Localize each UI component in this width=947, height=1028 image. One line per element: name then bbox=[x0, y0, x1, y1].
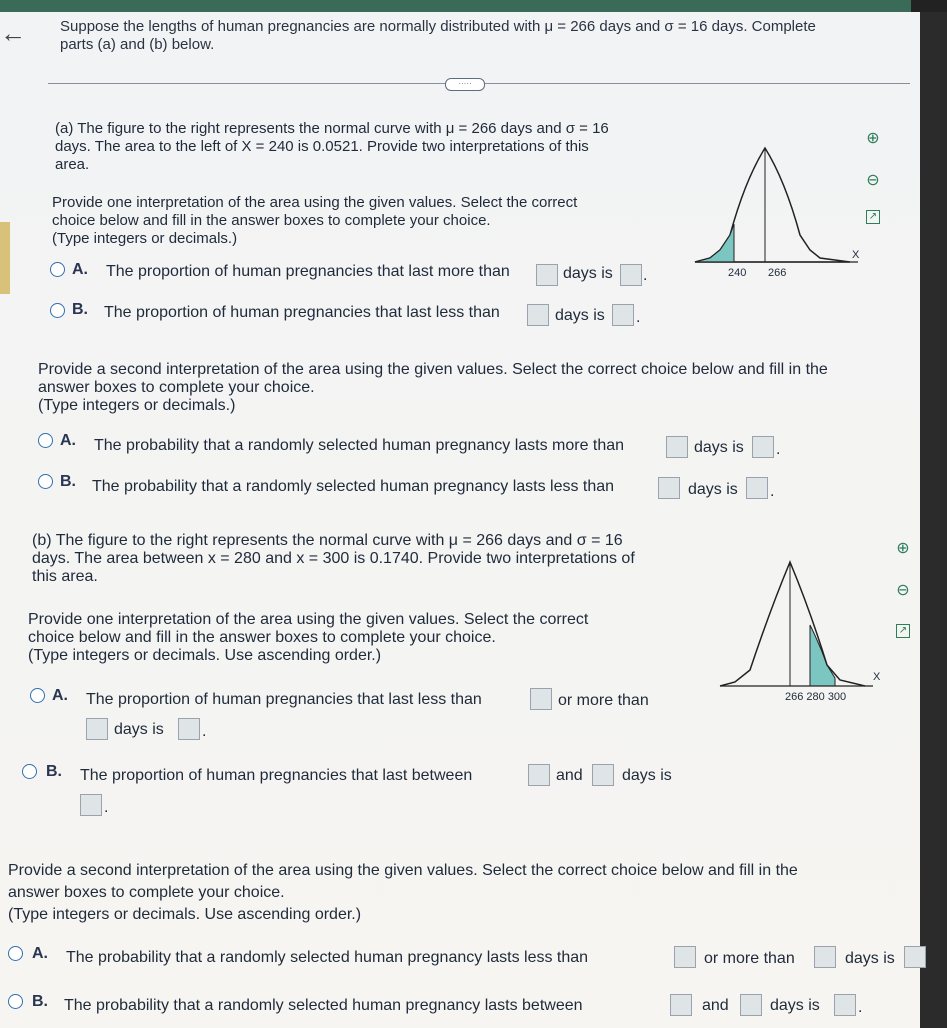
shaded-area bbox=[810, 625, 835, 686]
answer-box[interactable] bbox=[86, 718, 108, 740]
part-a-q2-option-a-text: The probability that a randomly selected human pregnancy lasts more than bbox=[94, 437, 625, 454]
part-b-q2-radio-a[interactable] bbox=[8, 946, 23, 961]
option-letter: B. bbox=[60, 473, 76, 490]
and-label: and bbox=[556, 767, 583, 784]
period: . bbox=[202, 723, 207, 740]
problem-statement: Suppose the lengths of human pregnancies are normally distributed with μ = 266 days and σ = 16 days. Complete parts (a) and (b) below. bbox=[60, 18, 816, 53]
answer-box[interactable] bbox=[670, 994, 692, 1016]
zoom-in-icon[interactable]: ⊕ bbox=[896, 540, 910, 557]
answer-box[interactable] bbox=[740, 994, 762, 1016]
days-is-label: days is bbox=[770, 997, 820, 1014]
answer-box[interactable] bbox=[536, 264, 558, 286]
answer-box[interactable] bbox=[746, 477, 768, 499]
answer-box[interactable] bbox=[752, 436, 774, 458]
more-button[interactable]: ····· bbox=[445, 78, 485, 91]
part-a-q1-option-a-text: The proportion of human pregnancies that last more than bbox=[106, 263, 510, 280]
option-letter: A. bbox=[72, 261, 88, 278]
period: . bbox=[770, 483, 775, 500]
zoom-out-icon[interactable]: ⊖ bbox=[866, 172, 880, 189]
option-letter: B. bbox=[32, 993, 48, 1010]
answer-box[interactable] bbox=[178, 718, 200, 740]
tick-240: 240 bbox=[728, 267, 747, 279]
part-b-q2-instructions: Provide a second interpretation of the area using the given values. Select the correct choice below and fill in the answer boxes to complete your choice. (Type integers or decimals. Use ascending order.) bbox=[8, 862, 798, 923]
back-arrow-icon[interactable]: ← bbox=[0, 18, 26, 48]
axis-x-label: X bbox=[852, 249, 860, 261]
answer-box[interactable] bbox=[620, 264, 642, 286]
part-a-intro: (a) The figure to the right represents the normal curve with μ = 266 days and σ = 16 days. The area to the left of X = 240 is 0.0521. Provide two interpretations of this area. bbox=[55, 120, 609, 173]
top-strip bbox=[0, 0, 947, 12]
answer-box[interactable] bbox=[814, 946, 836, 968]
answer-box[interactable] bbox=[528, 764, 550, 786]
part-b-normal-curve bbox=[715, 550, 885, 710]
part-a-q2-radio-a[interactable] bbox=[38, 433, 53, 448]
option-letter: A. bbox=[52, 687, 68, 704]
side-shadow bbox=[920, 12, 947, 1028]
tick-labels: 266 280 300 bbox=[785, 691, 847, 703]
part-a-q2-instructions: Provide a second interpretation of the area using the given values. Select the correct choice below and fill in the answer boxes to complete your choice. (Type integers or decimals.) bbox=[38, 361, 828, 414]
answer-box[interactable] bbox=[527, 304, 549, 326]
answer-box[interactable] bbox=[658, 477, 680, 499]
period: . bbox=[858, 999, 863, 1016]
part-b-q1-instructions: Provide one interpretation of the area using the given values. Select the correct choice below and fill in the answer boxes to complete your choice. (Type integers or decimals. Use ascending order.) bbox=[28, 611, 589, 664]
answer-box[interactable] bbox=[530, 688, 552, 710]
answer-box[interactable] bbox=[592, 764, 614, 786]
tick-266: 266 bbox=[768, 267, 787, 279]
days-is-label: days is bbox=[845, 950, 895, 967]
open-external-icon[interactable]: ↗ bbox=[896, 624, 910, 638]
option-letter: B. bbox=[72, 301, 88, 318]
zoom-in-icon[interactable]: ⊕ bbox=[866, 130, 880, 147]
days-is-label: days is bbox=[555, 307, 605, 324]
part-a-normal-curve bbox=[690, 140, 870, 280]
period: . bbox=[104, 799, 109, 816]
or-more-than-label: or more than bbox=[704, 950, 795, 967]
option-letter: A. bbox=[32, 945, 48, 962]
part-b-q2-option-a-text: The probability that a randomly selected human pregnancy lasts less than bbox=[66, 949, 589, 966]
part-b-q1-radio-b[interactable] bbox=[22, 764, 37, 779]
answer-box[interactable] bbox=[834, 994, 856, 1016]
part-a-q1-option-b-text: The proportion of human pregnancies that last less than bbox=[104, 304, 500, 321]
part-a-q1-radio-a[interactable] bbox=[50, 262, 65, 277]
part-b-intro: (b) The figure to the right represents the normal curve with μ = 266 days and σ = 16 days. The area between x = 280 and x = 300 is 0.1740. Provide two interpretations of this area. bbox=[32, 532, 635, 585]
part-b-q1-option-b-text: The proportion of human pregnancies that last between bbox=[80, 767, 473, 784]
days-is-label: days is bbox=[688, 481, 738, 498]
part-b-q2-radio-b[interactable] bbox=[8, 994, 23, 1009]
answer-box[interactable] bbox=[666, 436, 688, 458]
and-label: and bbox=[702, 997, 729, 1014]
option-letter: A. bbox=[60, 432, 76, 449]
answer-box[interactable] bbox=[674, 946, 696, 968]
days-is-label: days is bbox=[622, 767, 672, 784]
or-more-than-label: or more than bbox=[558, 692, 649, 709]
part-a-q1-radio-b[interactable] bbox=[50, 303, 65, 318]
period: . bbox=[776, 441, 781, 458]
part-a-q1-instructions: Provide one interpretation of the area using the given values. Select the correct choice below and fill in the answer boxes to complete your choice. (Type integers or decimals.) bbox=[52, 194, 578, 247]
curve-line bbox=[720, 562, 865, 686]
period: . bbox=[643, 267, 648, 284]
zoom-out-icon[interactable]: ⊖ bbox=[896, 582, 910, 599]
answer-box[interactable] bbox=[904, 946, 926, 968]
answer-box[interactable] bbox=[80, 794, 102, 816]
days-is-label: days is bbox=[694, 439, 744, 456]
part-b-q2-option-b-text: The probability that a randomly selected human pregnancy lasts between bbox=[64, 997, 583, 1014]
days-is-label: days is bbox=[563, 265, 613, 282]
shaded-area bbox=[695, 224, 734, 262]
axis-x-label: X bbox=[873, 671, 881, 683]
curve-line bbox=[695, 148, 850, 262]
days-is-label: days is bbox=[114, 721, 164, 738]
answer-box[interactable] bbox=[612, 304, 634, 326]
part-b-q1-radio-a[interactable] bbox=[30, 688, 45, 703]
open-external-icon[interactable]: ↗ bbox=[866, 210, 880, 224]
option-letter: B. bbox=[46, 763, 62, 780]
edge-strip bbox=[0, 222, 10, 294]
period: . bbox=[636, 309, 641, 326]
part-a-q2-radio-b[interactable] bbox=[38, 474, 53, 489]
part-b-q1-option-a-text: The proportion of human pregnancies that last less than bbox=[86, 691, 482, 708]
part-a-q2-option-b-text: The probability that a randomly selected human pregnancy lasts less than bbox=[92, 478, 615, 495]
